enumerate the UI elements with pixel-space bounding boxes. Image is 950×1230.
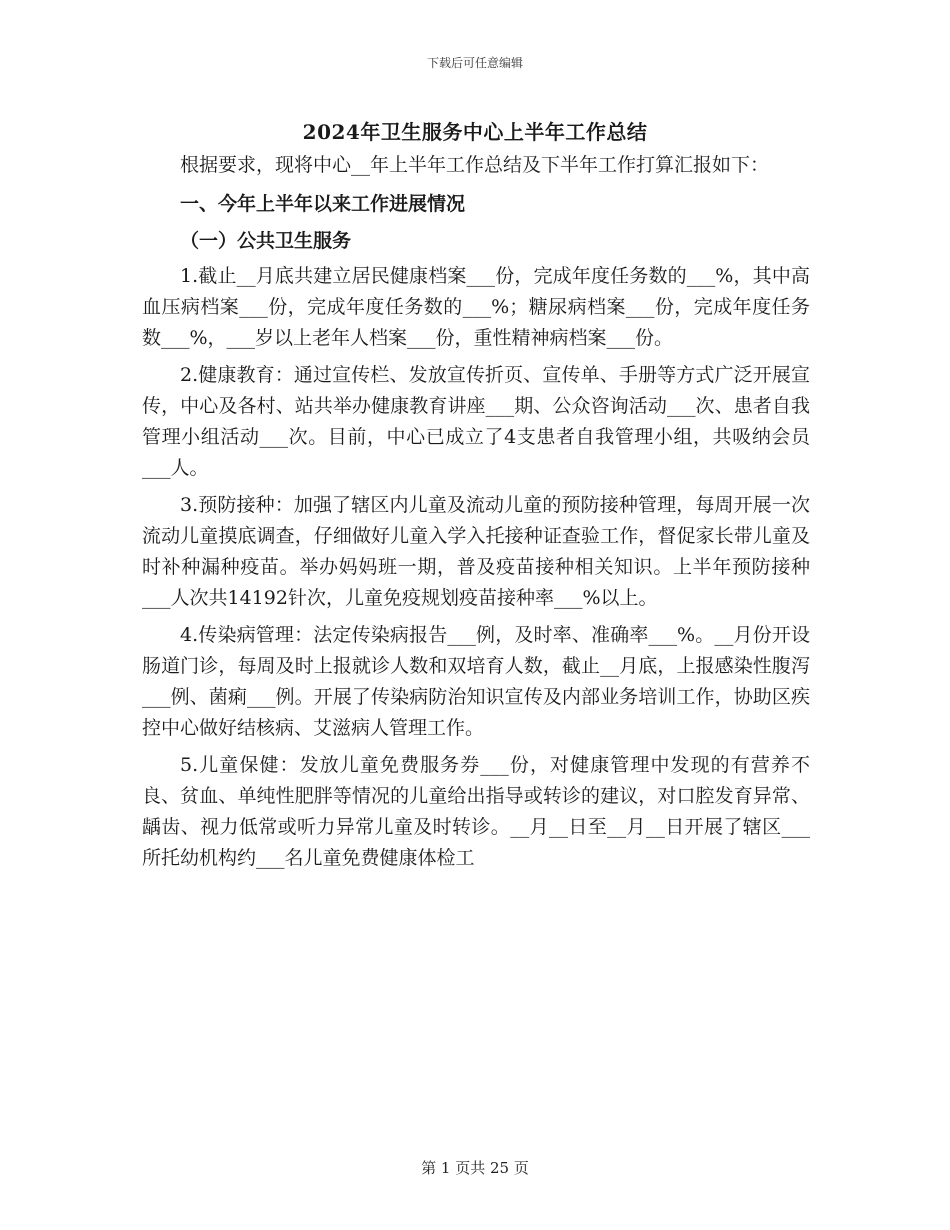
page-number: 第 1 页共 25 页 [421,1159,529,1177]
paragraph-item-2: 2.健康教育：通过宣传栏、发放宣传折页、宣传单、手册等方式广泛开展宣传，中心及各村、站共举办健康教育讲座___期、公众咨询活动___次、患者自我管理小组活动___次。目前，中心已成立了4支患者自我管理小组，共吸纳会员___人。 [142,364,810,479]
paragraph-item-5: 5.儿童保健：发放儿童免费服务券___份，对健康管理中发现的有营养不良、贫血、单纯性肥胖等情况的儿童给出指导或转诊的建议，对口腔发育异常、龋齿、视力低常或听力异常儿童及时转诊。__月__日至__月__日开展了辖区___所托幼机构约___名儿童免费健康体检工 [142,754,810,869]
paragraph-item-3: 3.预防接种：加强了辖区内儿童及流动儿童的预防接种管理，每周开展一次流动儿童摸底调查，仔细做好儿童入学入托接种证查验工作，督促家长带儿童及时补种漏种疫苗。举办妈妈班一期，普及疫苗接种相关知识。上半年预防接种___人次共14192针次，儿童免疫规划疫苗接种率___%以上。 [142,494,810,609]
paragraph-item-1: 1.截止__月底共建立居民健康档案___份，完成年度任务数的___%，其中高血压病档案___份，完成年度任务数的___%；糖尿病档案___份，完成年度任务数___%，___岁以上老年人档案___份，重性精神病档案___份。 [142,265,810,349]
document-body [142,150,810,880]
intro-paragraph: 根据要求，现将中心__年上半年工作总结及下半年工作打算汇报如下： [180,154,770,176]
subsection-heading: （一）公共卫生服务 [180,230,352,252]
section-heading: 一、今年上半年以来工作进展情况 [180,193,466,215]
page-header-note: 下载后可任意编辑 [426,56,523,70]
paragraph-item-4: 4.传染病管理：法定传染病报告___例，及时率、准确率___%。__月份开设肠道门诊，每周及时上报就诊人数和双培育人数，截止__月底，上报感染性腹泻___例、菌痢___例。开展了传染病防治知识宣传及内部业务培训工作，协助区疾控中心做好结核病、艾滋病人管理工作。 [142,624,810,739]
document-title: 2024年卫生服务中心上半年工作总结 [302,120,648,144]
